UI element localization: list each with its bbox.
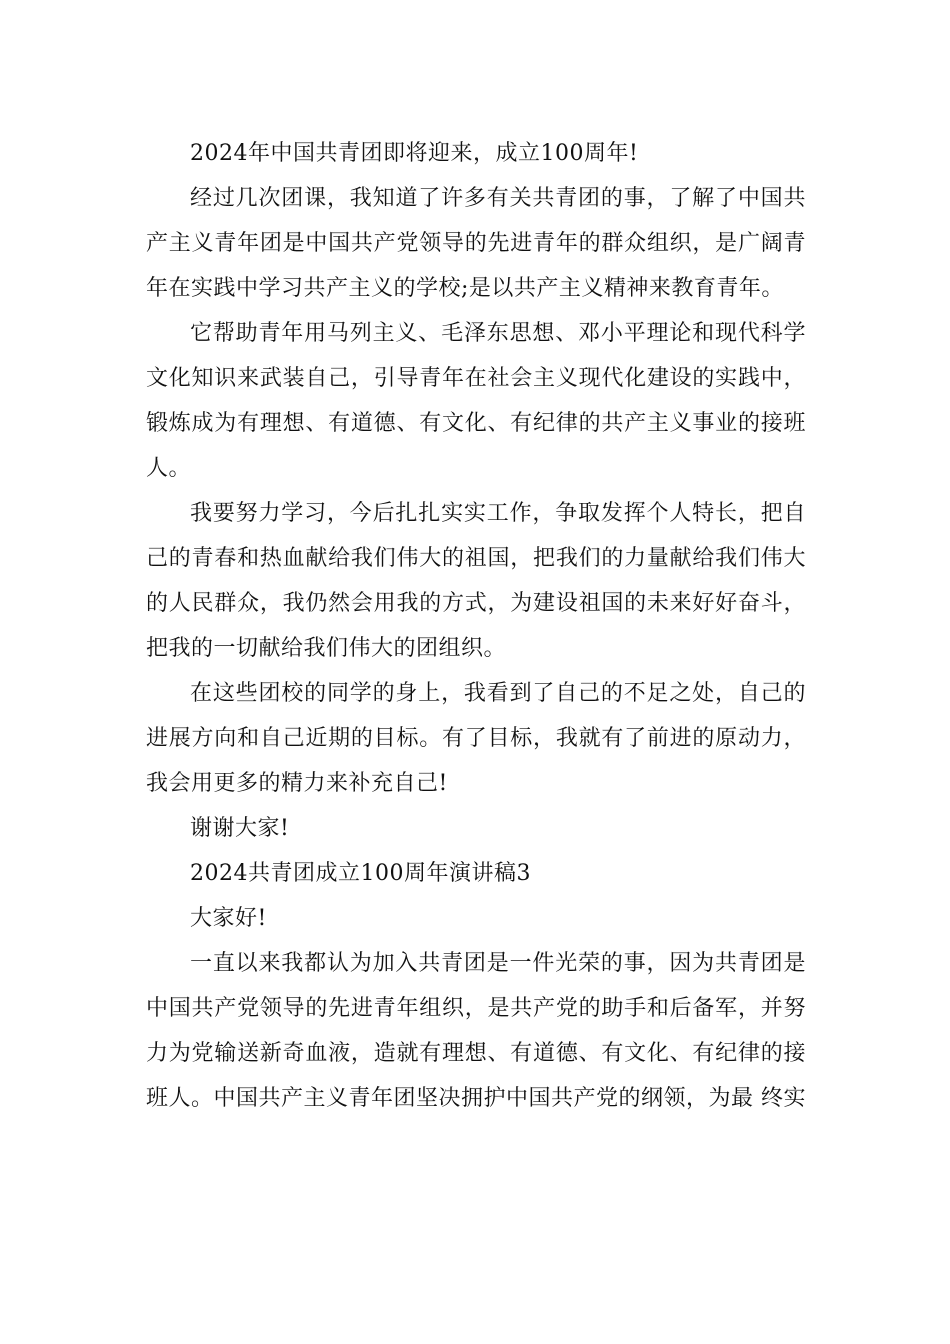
paragraph-league-mission: 它帮助青年用马列主义、毛泽东思想、邓小平理论和现代科学文化知识来武装自己，引导青年在社会主义现代化建设的实践中，锻炼成为有理想、有道德、有文化、有纪律的共产主义事业的接班人。 bbox=[146, 321, 806, 481]
paragraph-league-courses: 经过几次团课，我知道了许多有关共青团的事，了解了中国共产主义青年团是中国共产党领导的先进青年的群众组织，是广阔青年在实践中学习共产主义的学校;是以共产主义精神来教育青年。 bbox=[146, 186, 806, 301]
paragraph-intro: 2024年中国共青团即将迎来，成立100周年! bbox=[190, 141, 639, 166]
paragraph-personal-pledge: 我要努力学习，今后扎扎实实工作，争取发挥个人特长，把自己的青春和热血献给我们伟大的祖国，把我们的力量献给我们伟大的人民群众，我仍然会用我的方式，为建设祖国的未来好好奋斗，把我的一切献给我们伟大的团组织。 bbox=[146, 501, 806, 661]
paragraph-reflection: 在这些团校的同学的身上，我看到了自己的不足之处，自己的进展方向和自己近期的目标。有了目标，我就有了前进的原动力，我会用更多的精力来补充自己! bbox=[146, 681, 806, 796]
document-body bbox=[146, 131, 806, 1121]
paragraph-greeting: 大家好! bbox=[190, 906, 267, 931]
paragraph-thanks: 谢谢大家! bbox=[190, 816, 290, 841]
section-heading: 2024共青团成立100周年演讲稿3 bbox=[190, 861, 531, 886]
paragraph-joining-league: 一直以来我都认为加入共青团是一件光荣的事，因为共青团是中国共产党领导的先进青年组织，是共产党的助手和后备军，并努力为党输送新奇血液，造就有理想、有道德、有文化、有纪律的接班人。中国共产主义青年团坚决拥护中国共产党的纲领，为最 终实 bbox=[146, 951, 806, 1111]
